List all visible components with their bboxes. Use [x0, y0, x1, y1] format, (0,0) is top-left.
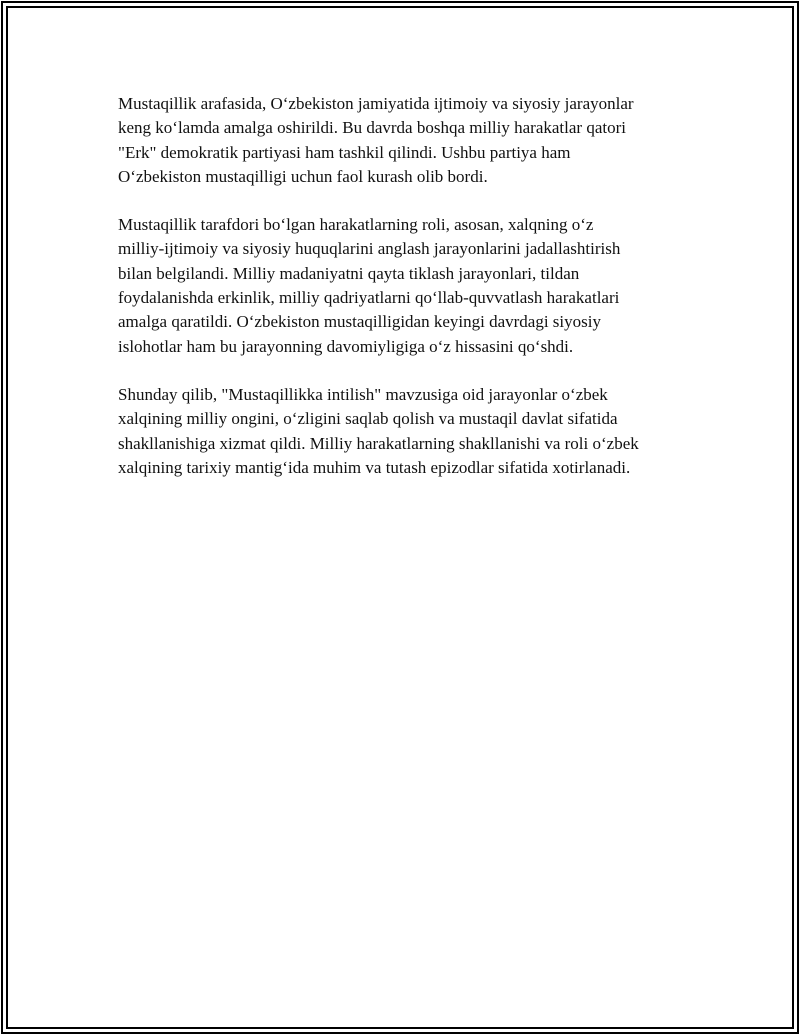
text-line: bilan belgilandi. Milliy madaniyatni qayta tiklash jarayonlari, tildan — [118, 263, 580, 283]
text-line: islohotlar ham bu jarayonning davomiyligiga o‘z hissasini qo‘shdi. — [118, 336, 574, 356]
text-line: Mustaqillik tarafdori bo‘lgan harakatlarning roli, asosan, xalqning o‘z — [118, 215, 594, 235]
text-line: amalga qaratildi. O‘zbekiston mustaqilligidan keyingi davrdagi siyosiy — [118, 312, 601, 332]
text-line: keng ko‘lamda amalga oshirildi. Bu davrda boshqa milliy harakatlar qatori — [118, 118, 626, 138]
text-line: Shunday qilib, "Mustaqillikka intilish" mavzusiga oid jarayonlar o‘zbek — [118, 384, 608, 404]
text-line: shakllanishiga xizmat qildi. Milliy harakatlarning shakllanishi va roli o‘zbek — [118, 433, 639, 453]
text-line: "Erk" demokratik partiyasi ham tashkil qilindi. Ushbu partiya ham — [118, 142, 571, 162]
text-line: Mustaqillik arafasida, O‘zbekiston jamiyatida ijtimoiy va siyosiy jarayonlar — [118, 94, 634, 113]
text-line: O‘zbekiston mustaqilligi uchun faol kurash olib bordi. — [118, 166, 488, 186]
paragraph-3 — [118, 383, 698, 480]
text-line: foydalanishda erkinlik, milliy qadriyatlarni qo‘llab-quvvatlash harakatlari — [118, 288, 620, 308]
text-line: milliy-ijtimoiy va siyosiy huquqlarini anglash jarayonlarini jadallashtirish — [118, 239, 621, 259]
document-body — [118, 92, 698, 504]
text-line: xalqining tarixiy mantig‘ida muhim va tutash epizodlar sifatida xotirlanadi. — [118, 457, 631, 477]
paragraph-2 — [118, 213, 698, 359]
text-line: xalqining milliy ongini, o‘zligini saqlab qolish va mustaqil davlat sifatida — [118, 409, 618, 429]
paragraph-1 — [118, 92, 698, 189]
